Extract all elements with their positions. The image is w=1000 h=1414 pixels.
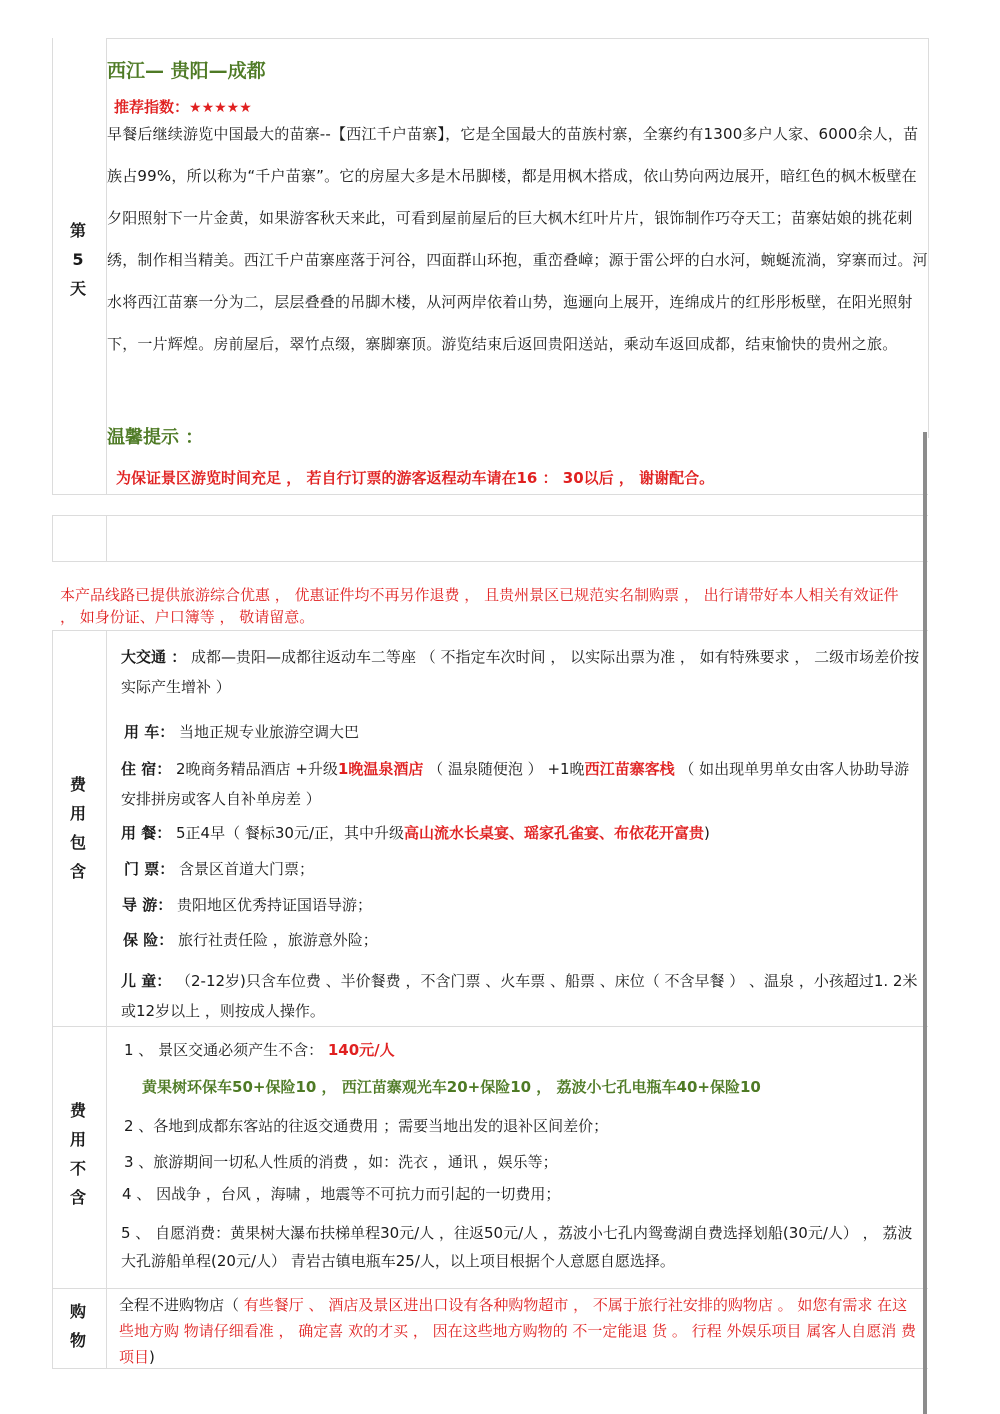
child-text: （2-12岁)只含车位费 、半价餐费 ，不含门票 、火车票 、船票 、床位（ 不含早餐 ） 、温泉 ，小孩超过1. 2米或12岁以上 ，则按成人操作。 [121,972,918,1020]
excluded-item-2: 2 、各地到成都东客站的往返交通费用 ；需要当地出发的退补区间差价； [124,1117,609,1135]
excluded-item-5: 5 、 自愿消费：黄果树大瀑布扶梯单程30元/人 ，往返50元/人 ，荔波小七孔内鸳鸯湖自费选择划船(30元/人） ， 荔波大孔游船单程(20元/人） 青岩古镇电瓶车25/人，以上项目根据个人意愿自愿选择。 [121,1224,913,1270]
hotel-row [121,754,921,814]
child-label: 儿 童： [121,972,172,990]
car-text: 当地正规专业旅游空调大巴 [179,723,360,741]
included-label [58,770,98,886]
ticket-label: 门 票： [124,860,175,878]
child-row [121,966,921,1026]
transport-text: 成都—贵阳—成都往返动车二等座 （ 不指定车次时间 ， 以实际出票为准 ， 如有特殊要求 ， 二级市场差价按实际产生增补 ） [121,648,920,696]
meal-text: 5正4早（ 餐标30元/正，其中升级 [176,824,405,842]
excluded-label-char: 用 [69,1130,86,1149]
transport-row [121,642,921,702]
excluded-item-4: 4 、 因战争 ，台风 ，海啸 ，地震等不可抗力而引起的一切费用； [122,1185,561,1203]
hotel-text: （ 温泉随便泡 ） +1晚 [428,760,585,778]
tips-title: 温馨提示 ： [107,427,204,448]
excluded-item-1 [124,1036,395,1064]
excluded-item-3: 3 、旅游期间一切私人性质的消费 ，如：洗衣 ，通讯 ，娱乐等； [124,1153,558,1171]
hotel-text: （ 如出现单男单女由客人协助导游安排拼房或客人自补单房差 ） [121,760,910,808]
excluded-item-1-text: 1 、 景区交通必须产生不含： [124,1041,324,1059]
rating-label: 推荐指数： [114,98,190,116]
rating-stars: ★★★★★ [189,100,252,116]
excluded-label [58,1096,98,1212]
hotel-upgrade-1: 1晚温泉酒店 [337,760,424,778]
guide-row [122,891,372,919]
meal-upgrade: 高山流水长桌宴、瑶家孔雀宴、布依花开富贵 [404,824,705,842]
shopping-label [58,1297,98,1355]
notice-text: 本产品线路已提供旅游综合优惠 ， 优惠证件均不再另作退费 ， 且贵州景区已规范实名制购票 ， 出行请带好本人相关有效证件 ， 如身份证、户口簿等 ， 敬请留意。 [60,586,899,626]
excluded-label-char: 费 [69,1101,86,1120]
shopping-text-black: 全程不进购物店（ [119,1296,240,1314]
shopping-text-end: ) [149,1348,155,1366]
ticket-row [124,855,314,883]
insurance-text: 旅行社责任险 ，旅游意外险； [178,931,378,949]
meal-row [121,819,710,847]
shopping-label-char: 物 [69,1331,86,1350]
meal-end: ) [704,824,710,842]
route-title: 西江— 贵阳—成都 [107,60,266,82]
excluded-label-char: 不 [69,1159,86,1178]
insurance-row [123,926,378,954]
included-label-char: 用 [69,804,86,823]
hotel-text: 2晚商务精品酒店 +升级 [176,760,338,778]
excluded-label-char: 含 [69,1188,86,1207]
day-description: 早餐后继续游览中国最大的苗寨--【西江千户苗寨】，它是全国最大的苗族村寨，全寨约有1300多户人家、6000余人，苗族占99%，所以称为“千户苗寨”。它的房屋大多是木吊脚楼，都是用枫木搭成，依山势向两边展开，暗红色的枫木板壁在夕阳照射下一片金黄，如果游客秋天来此，可看到屋前屋后的巨大枫木红叶片片，银饰制作巧夺天工；苗寨姑娘的挑花刺绣，制作相当精美。西江千户苗寨座落于河谷，四面群山环抱，重峦叠嶂；源于雷公坪的白水河，蜿蜒流淌，穿寨而过。河水将西江苗寨一分为二，层层叠叠的吊脚木楼，从河两岸依着山势，迤逦向上展开，连绵成片的红彤彤板壁，在阳光照射下，一片辉煌。房前屋后，翠竹点缀，寨脚寨顶。游览结束后返回贵阳送站，乘动车返回成都，结束愉快的贵州之旅。 [107,125,928,353]
car-label: 用 车： [124,723,175,741]
day-label [58,216,98,303]
excluded-item-1-price: 140元/人 [327,1041,395,1059]
included-label-char: 包 [69,833,86,852]
day-label-char: 5 [72,250,84,269]
day-label-char: 天 [69,279,86,298]
insurance-label: 保 险： [123,931,174,949]
shopping-text [119,1292,919,1370]
meal-label: 用 餐： [121,824,172,842]
shopping-label-char: 购 [69,1302,86,1321]
car-row [124,718,359,746]
guide-label: 导 游： [122,896,173,914]
tips-text: 为保证景区游览时间充足 ， 若自行订票的游客返程动车请在16 ： 30以后 ， 谢谢配合。 [116,469,715,487]
guide-text: 贵阳地区优秀持证国语导游； [177,896,373,914]
scrollbar[interactable] [923,432,927,1414]
included-label-char: 含 [69,862,86,881]
hotel-label: 住 宿： [121,760,172,778]
transport-label: 大交通 ： [121,648,187,666]
included-label-char: 费 [69,775,86,794]
ticket-text: 含景区首道大门票； [179,860,315,878]
day-label-char: 第 [69,221,86,240]
hotel-upgrade-2: 西江苗寨客栈 [584,760,675,778]
excluded-item-1-detail: 黄果树环保车50+保险10 ， 西江苗寨观光车20+保险10 ， 荔波小七孔电瓶车40+保险10 [142,1078,761,1096]
shopping-text-red: 有些餐厅 、 酒店及景区进出口设有各种购物超市 ， 不属于旅行社安排的购物店 。 如您有需求 在这些地方购 物请仔细看准 ， 确定喜 欢的才买 ， 因在这些地方购物的 不一定能退 货 。 行程 外娱乐项目 属客人自愿消 费项目 [119,1296,916,1366]
